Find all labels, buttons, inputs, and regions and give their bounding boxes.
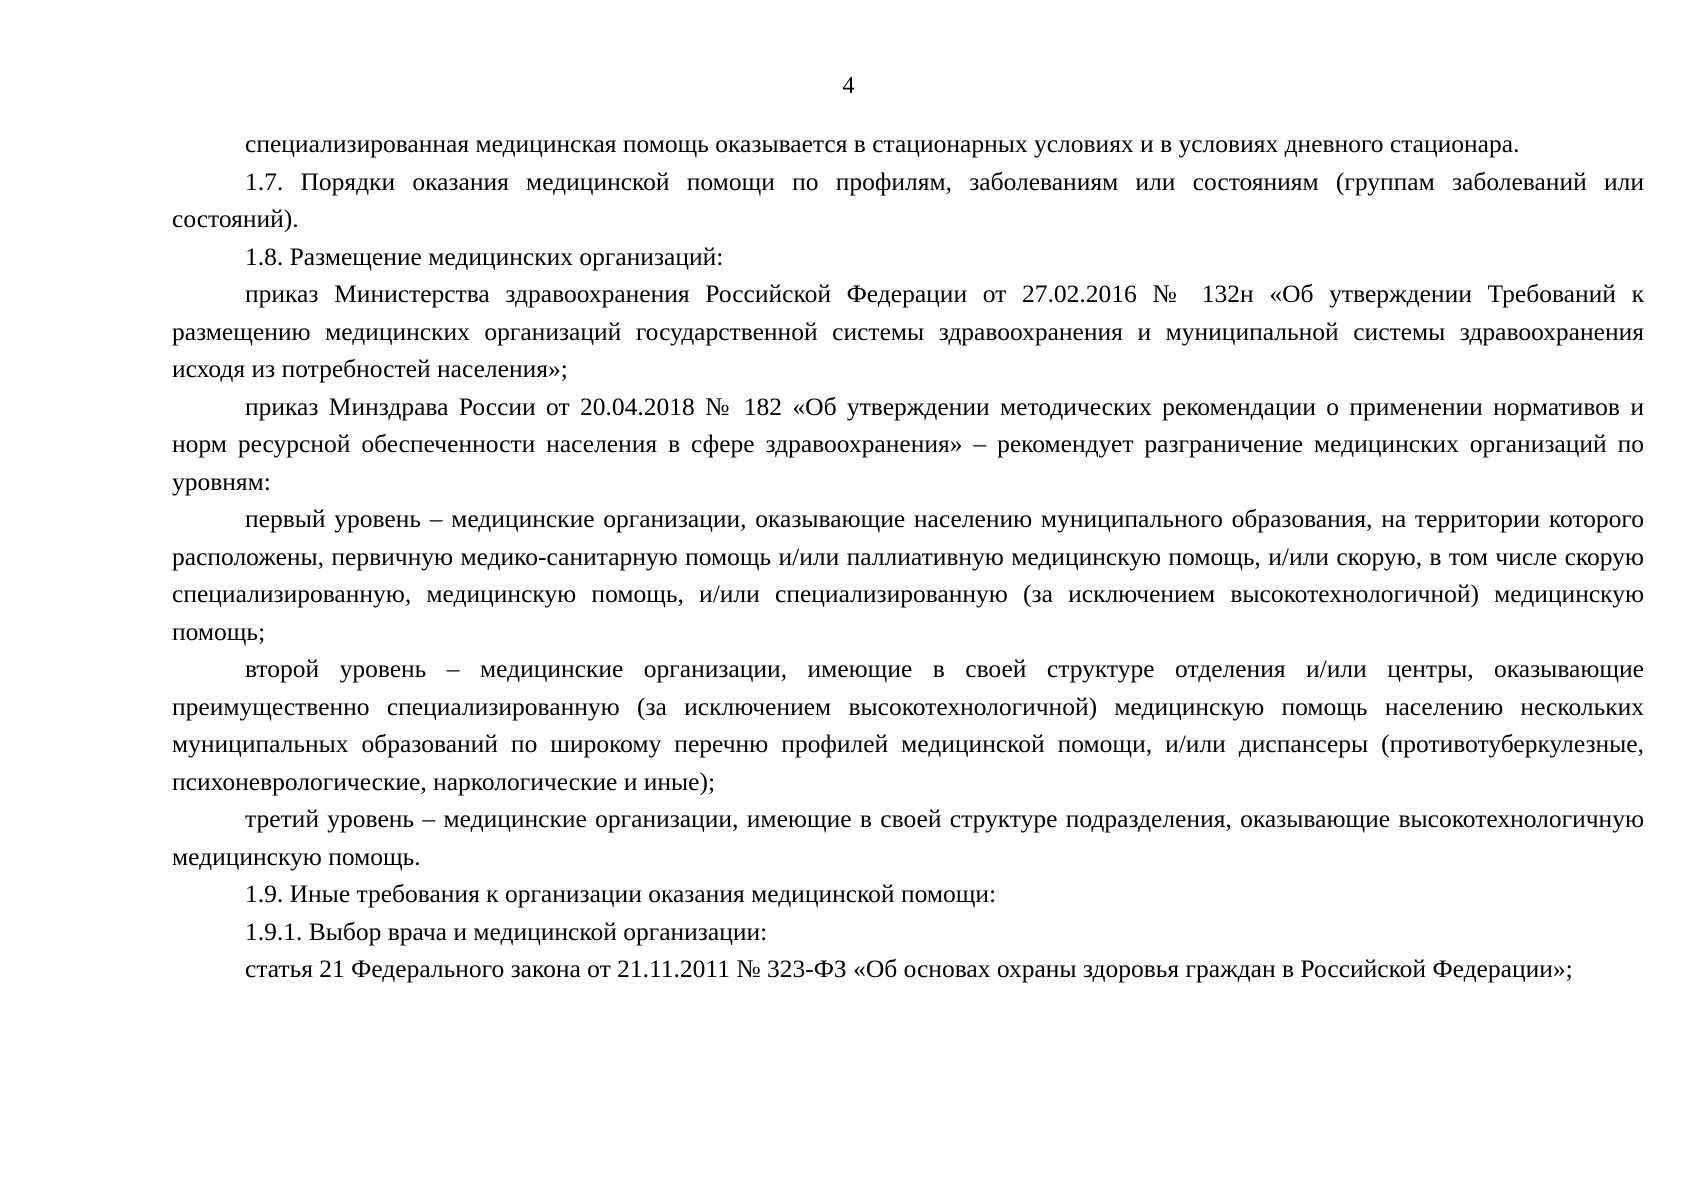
paragraph-third-level: третий уровень – медицинские организации, имеющие в своей структуре подразделения, оказывающие высокотехнологичную медицинскую помощь.: [172, 804, 1644, 871]
paragraph-article-21: статья 21 Федерального закона от 21.11.2011 № 323-ФЗ «Об основах охраны здоровья граждан в Российской Федерации»;: [245, 954, 1573, 983]
paragraph-1-9-1-choice-of-doctor: 1.9.1. Выбор врача и медицинской организации:: [245, 916, 768, 946]
paragraph-1-8-placement-heading: 1.8. Размещение медицинских организаций:: [245, 241, 724, 271]
paragraph-order-132n: приказ Министерства здравоохранения Российской Федерации от 27.02.2016 № 132н «Об утверждении Требований к размещению медицинских организаций государственной системы здравоохранения и муниципальной системы здравоохранения исходя из потребностей населения»;: [172, 279, 1644, 383]
paragraph-first-level: первый уровень – медицинские организации, оказывающие населению муниципального образования, на территории которого расположены, первичную медико-санитарную помощь и/или паллиативную медицинскую помощь, и/или скорую, в том числе скорую специализированную, медицинскую помощь, и/или специализированную (за исключением высокотехнологичной) медицинскую помощь;: [172, 504, 1644, 646]
paragraph-1-9-other-requirements: 1.9. Иные требования к организации оказания медицинской помощи:: [245, 879, 997, 908]
paragraph-specialized-care-continuation: специализированная медицинская помощь оказывается в стационарных условиях и в условиях дневного стационара.: [245, 129, 1520, 158]
paragraph-order-182: приказ Минздрава России от 20.04.2018 № 182 «Об утверждении методических рекомендации о применении нормативов и норм ресурсной обеспеченности населения в сфере здравоохранения» – рекомендует разграничение медицинских организаций по уровням:: [172, 391, 1644, 496]
page-number: 4: [842, 73, 855, 99]
paragraph-second-level: второй уровень – медицинские организации, имеющие в своей структуре отделения и/или центры, оказывающие преимущественно специализированную (за исключением высокотехнологичной) медицинскую помощь населению нескольких муниципальных образований по широкому перечню профилей медицинской помощи, и/или диспансеры (противотуберкулезные, психоневрологические, наркологические и иные);: [172, 654, 1644, 796]
document-body: [172, 125, 1644, 988]
paragraph-1-7-procedures: 1.7. Порядки оказания медицинской помощи по профилям, заболеваниям или состояниям (группам заболеваний или состояний).: [172, 166, 1644, 233]
